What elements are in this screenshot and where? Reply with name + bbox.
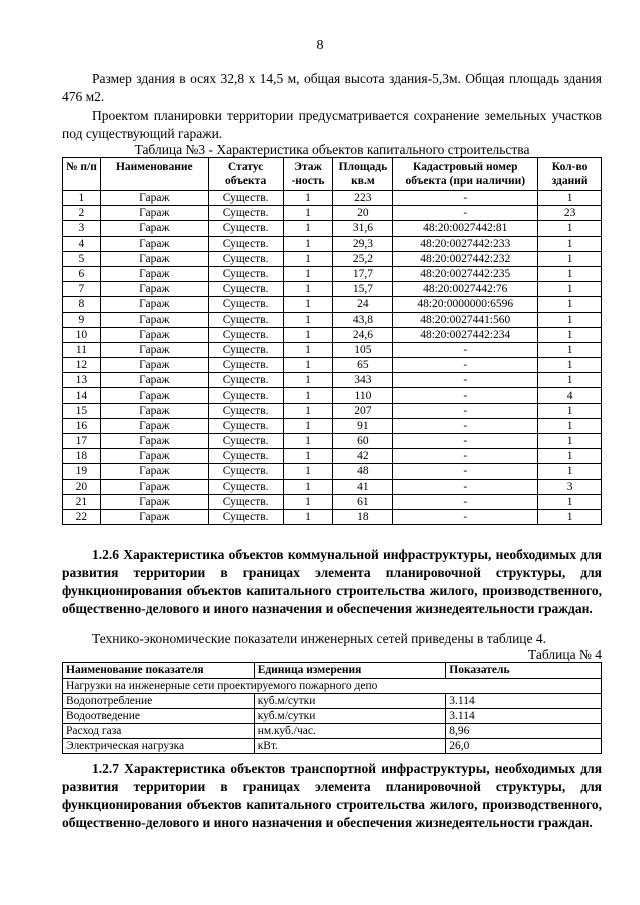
table3-cell: Гараж [100, 191, 208, 206]
table3-cell: 1 [538, 251, 602, 266]
table3-row [63, 358, 602, 373]
table3-cell: 61 [333, 494, 393, 509]
table4-header: Показатель [446, 663, 602, 679]
table3-cell: 1 [283, 342, 333, 357]
table3-cell: 20 [333, 206, 393, 221]
table3-cell: Существ. [208, 403, 283, 418]
section-1-2-6-heading: 1.2.6 Характеристика объектов коммунальной инфраструктуры, необходимых для развития территории в границах элемента планировочной структуры, для функционирования объектов капитального строительства жилого, производственного, общественно-делового и иного назначения и обеспечения жизнедеятельности граждан. [62, 547, 602, 616]
table3-cell: Гараж [100, 236, 208, 251]
table3-cell: Существ. [208, 479, 283, 494]
table3-cell: Существ. [208, 282, 283, 297]
table3-cell: Существ. [208, 373, 283, 388]
table3-cell: Гараж [100, 297, 208, 312]
table3-cell: 17 [63, 434, 101, 449]
table3-cell: 21 [63, 494, 101, 509]
table3-cell: 1 [538, 191, 602, 206]
table3-cell: 110 [333, 388, 393, 403]
table3-cell: Гараж [100, 251, 208, 266]
table3-cell: 1 [538, 236, 602, 251]
table3-cell: 1 [283, 327, 333, 342]
table3-cell: - [393, 191, 538, 206]
table3-cell: Существ. [208, 494, 283, 509]
table3-cell: 1 [538, 282, 602, 297]
table3-header: Этаж -ность [283, 158, 333, 191]
table3-cell: 1 [283, 236, 333, 251]
table3-cell: 48:20:0027442:76 [393, 282, 538, 297]
table3-row [63, 297, 602, 312]
table4-cell: 8,96 [446, 724, 602, 739]
table3-cell: 1 [283, 221, 333, 236]
table3-cell: Существ. [208, 206, 283, 221]
table3-cell: 1 [538, 342, 602, 357]
table3-cell: Гараж [100, 312, 208, 327]
table3-cell: Гараж [100, 342, 208, 357]
table3-cell: 22 [63, 509, 101, 524]
table3-cell: Гараж [100, 221, 208, 236]
table3-cell: Гараж [100, 266, 208, 281]
table3-cell: 13 [63, 373, 101, 388]
table3-header: Кол-во зданий [538, 158, 602, 191]
table3-cell: 1 [538, 403, 602, 418]
table4-cell: 3.114 [446, 709, 602, 724]
table3-cell: 9 [63, 312, 101, 327]
table3-cell: Гараж [100, 373, 208, 388]
table4-cell: 26,0 [446, 739, 602, 754]
table3-cell: 2 [63, 206, 101, 221]
table3-cell: 15,7 [333, 282, 393, 297]
table3-cell: 1 [283, 403, 333, 418]
table3-cell: Существ. [208, 509, 283, 524]
table4-group-cell: Нагрузки на инженерные сети проектируемого пожарного депо [63, 679, 602, 694]
table3-cell: Существ. [208, 464, 283, 479]
engineering-networks-table [62, 662, 602, 754]
table3-cell: 91 [333, 418, 393, 433]
table3-row [63, 266, 602, 281]
table3-cell: 5 [63, 251, 101, 266]
table4-header: Единица измерения [254, 663, 446, 679]
table3-cell: Существ. [208, 342, 283, 357]
table3-row [63, 373, 602, 388]
table3-row [63, 312, 602, 327]
table3-row [63, 464, 602, 479]
table3-cell: Гараж [100, 358, 208, 373]
table3-cell: 48:20:0027442:232 [393, 251, 538, 266]
table3-cell: Существ. [208, 236, 283, 251]
table4-row [63, 694, 602, 709]
table3-cell: 207 [333, 403, 393, 418]
table3-cell: 31,6 [333, 221, 393, 236]
table3-cell: - [393, 206, 538, 221]
table3-caption: Таблица №3 - Характеристика объектов капитального строительства [134, 142, 530, 157]
table3-row [63, 509, 602, 524]
table3-cell: - [393, 509, 538, 524]
table4-cell: Расход газа [63, 724, 255, 739]
table4-row [63, 709, 602, 724]
table3-cell: 1 [538, 418, 602, 433]
section-1-2-7-heading: 1.2.7 Характеристика объектов транспортной инфраструктуры, необходимых для развития территории в границах элемента планировочной структуры, для функционирования объектов капитального строительства жилого, производственного, общественно-делового и иного назначения и обеспечения жизнедеятельности граждан. [62, 761, 602, 830]
table3-cell: Гараж [100, 494, 208, 509]
table3-cell: 48:20:0027442:234 [393, 327, 538, 342]
table3-cell: Существ. [208, 312, 283, 327]
table3-cell: Гараж [100, 479, 208, 494]
table3-cell: 48:20:0000000:6596 [393, 297, 538, 312]
intro-paragraph-2: Проектом планировки территории предусматривается сохранение земельных участков под существующий гаражи. [62, 108, 602, 141]
table3-cell: 1 [283, 297, 333, 312]
table3-cell: - [393, 464, 538, 479]
table3-header: № п/п [63, 158, 101, 191]
table3-cell: 14 [63, 388, 101, 403]
table3-cell: Существ. [208, 251, 283, 266]
table3-row [63, 251, 602, 266]
table3-cell: 25,2 [333, 251, 393, 266]
table3-cell: 3 [538, 479, 602, 494]
table4-cell: нм.куб./час. [254, 724, 446, 739]
table3-cell: Существ. [208, 358, 283, 373]
table3-cell: 6 [63, 266, 101, 281]
table3-row [63, 403, 602, 418]
table4-cell: Водоотведение [63, 709, 255, 724]
table3-cell: 1 [283, 312, 333, 327]
table3-row [63, 418, 602, 433]
table3-row [63, 388, 602, 403]
table3-row [63, 434, 602, 449]
table3-cell: 18 [333, 509, 393, 524]
table3-cell: 15 [63, 403, 101, 418]
table3-cell: 1 [283, 509, 333, 524]
table3-cell: 16 [63, 418, 101, 433]
table3-header: Кадастровый номер объекта (при наличии) [393, 158, 538, 191]
table3-cell: 1 [283, 266, 333, 281]
table3-cell: 23 [538, 206, 602, 221]
table3-cell: 1 [283, 464, 333, 479]
table3-row [63, 449, 602, 464]
table3-cell: 10 [63, 327, 101, 342]
table3-cell: 17,7 [333, 266, 393, 281]
table3-cell: 11 [63, 342, 101, 357]
table3-cell: 1 [283, 191, 333, 206]
table3-cell: 1 [283, 373, 333, 388]
table3-cell: 48:20:0027442:81 [393, 221, 538, 236]
table3-cell: - [393, 403, 538, 418]
table3-cell: 1 [538, 373, 602, 388]
table3-cell: 1 [283, 282, 333, 297]
table3-cell: 1 [63, 191, 101, 206]
table3-cell: 60 [333, 434, 393, 449]
table4-cell: куб.м/сутки [254, 694, 446, 709]
table4-row [63, 724, 602, 739]
table4-cell: Водопотребление [63, 694, 255, 709]
table3-cell: 41 [333, 479, 393, 494]
table3-cell: 1 [283, 418, 333, 433]
table3-cell: 1 [538, 266, 602, 281]
table3-cell: 1 [538, 312, 602, 327]
table3-cell: Существ. [208, 388, 283, 403]
table3-row [63, 342, 602, 357]
table3-row [63, 206, 602, 221]
table3-cell: Существ. [208, 221, 283, 236]
table3-cell: 48:20:0027442:233 [393, 236, 538, 251]
table4-cell: 3.114 [446, 694, 602, 709]
table3-cell: 1 [538, 297, 602, 312]
table3-cell: 1 [538, 509, 602, 524]
table3-header: Статус объекта [208, 158, 283, 191]
table3-cell: Существ. [208, 449, 283, 464]
table4-group-row [63, 679, 602, 694]
table3-row [63, 221, 602, 236]
table3-cell: Гараж [100, 388, 208, 403]
table3-cell: 1 [283, 494, 333, 509]
table3-cell: 29,3 [333, 236, 393, 251]
table4-header-row [63, 663, 602, 679]
table3-cell: - [393, 418, 538, 433]
table3-cell: 1 [283, 388, 333, 403]
table3-cell: 1 [538, 434, 602, 449]
table3-cell: 1 [283, 449, 333, 464]
table3-cell: 1 [283, 479, 333, 494]
table3-cell: - [393, 373, 538, 388]
table3-cell: 1 [538, 449, 602, 464]
table3-cell: Существ. [208, 297, 283, 312]
table3-cell: - [393, 358, 538, 373]
table4-cell: Электрическая нагрузка [63, 739, 255, 754]
table3-cell: - [393, 388, 538, 403]
table3-cell: Существ. [208, 418, 283, 433]
table3-row [63, 479, 602, 494]
table3-cell: 48 [333, 464, 393, 479]
table3-row [63, 327, 602, 342]
table3-cell: 42 [333, 449, 393, 464]
table4-row [63, 739, 602, 754]
table3-cell: Гараж [100, 434, 208, 449]
table3-cell: - [393, 479, 538, 494]
table3-row [63, 282, 602, 297]
table4-cell: кВт. [254, 739, 446, 754]
table3-cell: 65 [333, 358, 393, 373]
table3-cell: Гараж [100, 464, 208, 479]
intro-paragraph-1: Размер здания в осях 32,8 х 14,5 м, общая высота здания-5,3м. Общая площадь здания 476 м2. [62, 71, 602, 104]
table3-cell: 105 [333, 342, 393, 357]
table3-cell: 1 [283, 358, 333, 373]
table3-cell: Гараж [100, 449, 208, 464]
table3-cell: - [393, 494, 538, 509]
table3-cell: 1 [538, 494, 602, 509]
table3-cell: 48:20:0027441:560 [393, 312, 538, 327]
table3-cell: Существ. [208, 266, 283, 281]
table3-cell: Гараж [100, 282, 208, 297]
table3-row [63, 191, 602, 206]
table3-cell: 1 [283, 206, 333, 221]
table3-cell: 1 [283, 434, 333, 449]
table3-cell: - [393, 434, 538, 449]
table3-cell: 12 [63, 358, 101, 373]
table3-cell: Гараж [100, 418, 208, 433]
table3-cell: 7 [63, 282, 101, 297]
table3-cell: 1 [538, 464, 602, 479]
table3-cell: 1 [538, 327, 602, 342]
table3-cell: 1 [538, 358, 602, 373]
table3-cell: - [393, 449, 538, 464]
table3-cell: 223 [333, 191, 393, 206]
table3-cell: 19 [63, 464, 101, 479]
table3-cell: 8 [63, 297, 101, 312]
table3-cell: 43,8 [333, 312, 393, 327]
table3-cell: Гараж [100, 509, 208, 524]
table3-cell: - [393, 342, 538, 357]
table4-header: Наименование показателя [63, 663, 255, 679]
table3-cell: 4 [63, 236, 101, 251]
table3-cell: 1 [283, 251, 333, 266]
table3-cell: 4 [538, 388, 602, 403]
table3-row [63, 236, 602, 251]
table3-cell: Гараж [100, 403, 208, 418]
table3-cell: 3 [63, 221, 101, 236]
table3-cell: 18 [63, 449, 101, 464]
page-number: 8 [316, 38, 324, 53]
table3-header-row [63, 158, 602, 191]
table3-row [63, 494, 602, 509]
table3-cell: Существ. [208, 191, 283, 206]
table3-cell: 24,6 [333, 327, 393, 342]
table4-caption: Таблица № 4 [528, 647, 602, 662]
table3-cell: 48:20:0027442:235 [393, 266, 538, 281]
section-1-2-6-note: Технико-экономические показатели инженерных сетей приведены в таблице 4. [92, 631, 547, 646]
capital-objects-table [62, 157, 602, 525]
table3-cell: 24 [333, 297, 393, 312]
table3-cell: 343 [333, 373, 393, 388]
table3-cell: Гараж [100, 206, 208, 221]
table3-cell: Существ. [208, 327, 283, 342]
table3-cell: 20 [63, 479, 101, 494]
table3-cell: Существ. [208, 434, 283, 449]
table3-cell: 1 [538, 221, 602, 236]
table4-cell: куб.м/сутки [254, 709, 446, 724]
table3-cell: Гараж [100, 327, 208, 342]
table3-header: Площадь кв.м [333, 158, 393, 191]
table3-header: Наименование [100, 158, 208, 191]
